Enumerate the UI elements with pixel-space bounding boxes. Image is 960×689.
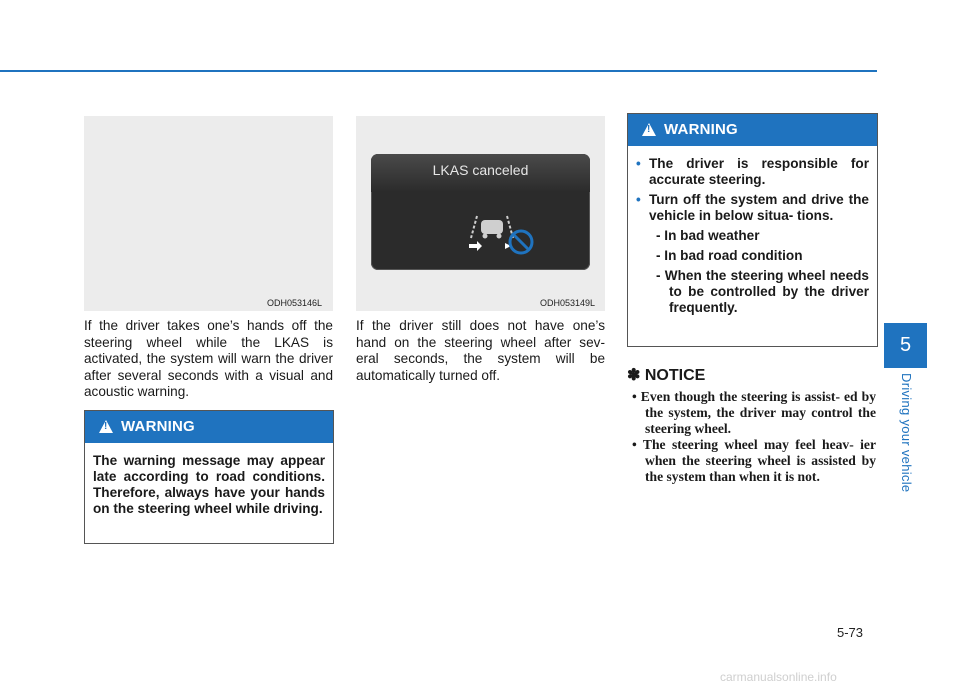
chapter-tab: 5 (884, 323, 927, 368)
figure-steering-warning (84, 116, 333, 311)
warning-header (85, 411, 333, 443)
warning-title: WARNING (121, 418, 195, 435)
figure-lkas-canceled (356, 116, 605, 311)
warning-sub-item: - In bad road condition (656, 248, 803, 263)
warning-body: The warning message may appear late according to road conditions. Therefore, always have your hands on the steering wheel while driving. (93, 453, 325, 516)
chapter-title-text: Driving your vehicle (899, 373, 914, 493)
figure-code: ODH053146L (267, 298, 323, 308)
warning-triangle-icon (642, 123, 656, 136)
chapter-title (898, 373, 914, 503)
notice-section (627, 365, 876, 485)
notice-list (627, 389, 876, 485)
lkas-warning-description: If the driver takes one’s hands off the steering wheel while the LKAS is activated, the system will warn the driver after several seconds with a visual and acoustic warning. (84, 318, 333, 400)
figure-code: ODH053149L (540, 298, 596, 308)
page-number: 5-73 (837, 625, 864, 640)
warning-box-left (84, 410, 334, 544)
watermark: carmanualsonline.info (720, 670, 837, 684)
warning-sub-item: - In bad weather (656, 228, 760, 243)
lkas-off-icon (467, 212, 537, 256)
header-rule (0, 70, 877, 72)
warning-sub-item: - When the steering wheel needs to be controlled by the driver frequently. (656, 268, 869, 315)
notice-item: • Even though the steering is assist- ed by the system, the driver may control the steering wheel. (632, 389, 876, 436)
notice-item: • The steering wheel may feel heav- ier when the steering wheel is assisted by the system than when it is not. (632, 437, 876, 484)
cluster-display (371, 154, 590, 270)
warning-title: WARNING (664, 121, 738, 138)
lkas-auto-off-description: If the driver still does not have one’s hand on the steering wheel after sev- eral seconds, the system will be automatically turned off. (356, 318, 605, 383)
warning-item: • Turn off the system and drive the vehicle in below situa- tions. (636, 192, 869, 224)
warning-item: • The driver is responsible for accurate steering. (636, 156, 869, 188)
warning-list (628, 146, 877, 316)
warning-triangle-icon (99, 420, 113, 433)
display-message: LKAS canceled (432, 162, 529, 178)
notice-title: ✽ NOTICE (627, 367, 706, 384)
warning-box-right (627, 113, 878, 347)
warning-header (628, 114, 877, 146)
